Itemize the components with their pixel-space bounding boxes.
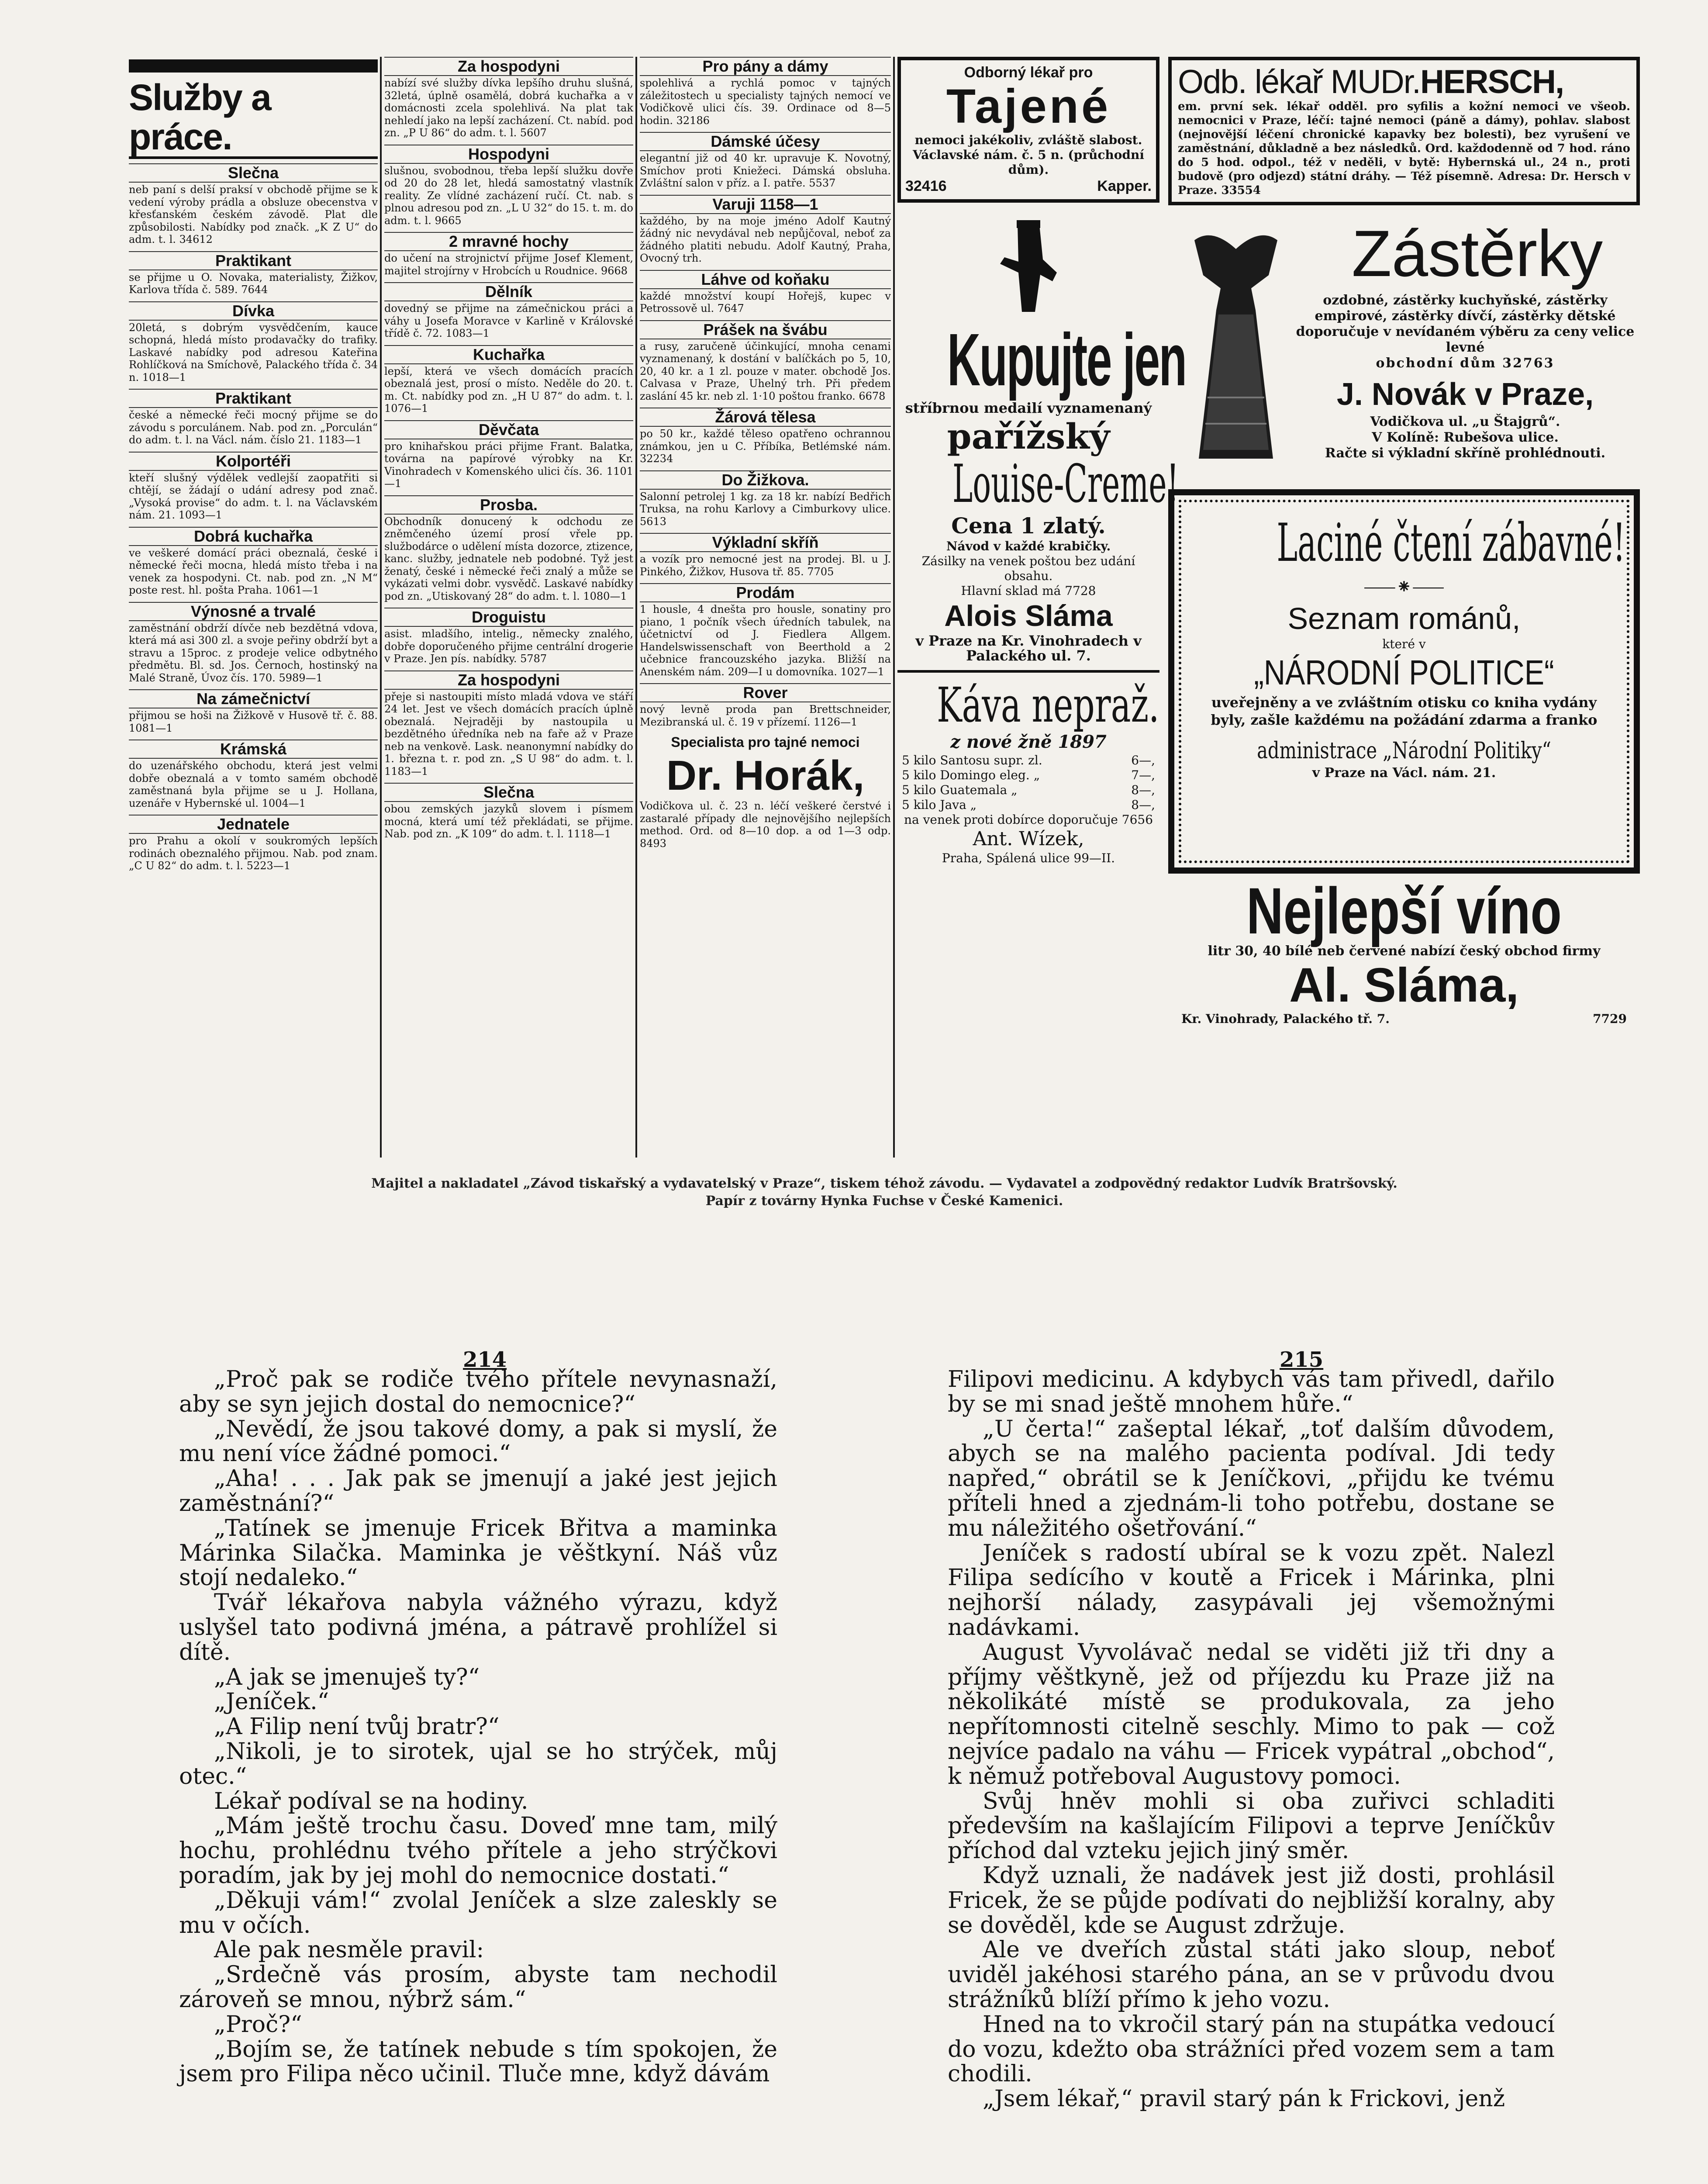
imprint xyxy=(129,1175,1640,1210)
louise-sklad: Hlavní sklad má 7728 xyxy=(961,584,1096,598)
ad-body: Salonní petrolej 1 kg. za 18 kr. nabízí Bedřich Truksa, na rohu Karlovy a Cimburkovy ulice. 5613 xyxy=(640,490,891,528)
classified-ad xyxy=(129,689,378,734)
vino-title: Nejlepší víno xyxy=(1246,874,1562,947)
glove-icon xyxy=(991,220,1066,316)
ad-body: zaměstnání obdrží dívče neb bezdětná vdova, která má asi 300 zl. a svoje peřiny obdrží byt a stravu a 15proc. z prodeje velice odbytného předmětu. Bl. sd. Jos. Černoch, hostinský na Malé Straně, Úvoz čís. 170. 5989—1 xyxy=(129,622,378,684)
louise-kupujte: Kupujte jen xyxy=(947,318,1186,401)
ad-body: přijmou se hoši na Žižkově v Husově tř. č. 88. 1081—1 xyxy=(129,709,378,734)
louise-address: v Praze na Kr. Vinohradech v Palackého ul. 7. xyxy=(915,632,1142,664)
classified-ad xyxy=(640,270,891,315)
book-paragraph: Svůj hněv mohli si oba zuřivci schladiti především na kašlajícím Filipovi a teprve Jeníčkův příchod dal vzteku jejich jiný směr. xyxy=(948,1788,1555,1864)
column-divider xyxy=(893,57,895,1158)
ad-body: každé množství koupí Hořejš, kupec v Petrossově ul. 7647 xyxy=(640,290,891,314)
ad-body: spolehlivá a rychlá pomoc v tajných záležitostech u specialisty tajných nemocí ve Vodičkově ulici čís. 39. Ordinace od 8—5 hodin. 32186 xyxy=(640,77,891,127)
column-divider xyxy=(380,57,382,1158)
ad-heading: Dobrá kuchařka xyxy=(129,527,378,546)
book-paragraph: „Děkuji vám!“ zvolal Jeníček a slze zaleskly se mu v očích. xyxy=(179,1887,777,1939)
ad-heading: 2 mravné hochy xyxy=(384,232,633,251)
classified-ad xyxy=(384,608,633,665)
classified-ad xyxy=(129,815,378,872)
ad-heading: Výkladní skříň xyxy=(640,533,891,552)
classifieds-column-2 xyxy=(384,57,633,1158)
ad-heading: Slečna xyxy=(129,163,378,183)
zasterky-firm: J. Novák v Praze, xyxy=(1336,377,1594,412)
ad-heading: Výnosné a trvalé xyxy=(129,602,378,621)
book-paragraph: Filipovi medicinu. A kdybych vás tam přivedl, dařilo by se mi snad ještě mnohem hůře.“ xyxy=(948,1366,1555,1417)
ad-heading: Jednatele xyxy=(129,815,378,834)
ad-heading: Kolportéři xyxy=(129,452,378,471)
page-number-left: 214 xyxy=(463,1348,507,1372)
lacine-seznam: Seznam románů, xyxy=(1287,601,1521,636)
zasterky-title: Zástěrky xyxy=(1352,217,1603,290)
vino-firm: Al. Sláma, xyxy=(1289,958,1519,1012)
ad-heading: Prodám xyxy=(640,583,891,602)
kava-item: 5 kilo Guatemala „ xyxy=(902,783,1018,797)
book-paragraph: Tvář lékařova nabyla vážného výrazu, když uslyšel tato podivná jména, a pátravě prohlížel si dítě. xyxy=(179,1590,777,1666)
kava-price: 8—, xyxy=(1131,798,1155,812)
page-number-right: 215 xyxy=(1280,1348,1324,1372)
ad-heading: Praktikant xyxy=(129,251,378,270)
louise-name: Louise-Creme! xyxy=(952,454,1179,515)
ad-body: nabízí své služby dívka lepšího druhu slušná, 32letá, úplně osamělá, dobrá kuchařka a v domácnosti zcela spolehlivá. Na plat tak nehledí jako na lepší zacházení. Ct. nabíd. pod zn. „P U 86“ do adm. t. l. 5607 xyxy=(384,77,633,139)
book-paragraph: „Tatínek se jmenuje Fricek Břitva a maminka Márinka Silačka. Maminka je věštkyní. Náš vůz stojí nedaleko.“ xyxy=(179,1515,777,1591)
book-paragraph: Jeníček s radostí ubíral se k vozu zpět. Nalezl Filipa sedícího v koutě a Fricek i Márinka, plni nejhorší nálady, zasypávali jej všemožnými nadávkami. xyxy=(948,1540,1555,1641)
kava-price: 8—, xyxy=(1131,783,1155,797)
tajene-body: nemoci jakékoliv, zvláště slabost. Václavské nám. č. 5 n. (průchodní dům). xyxy=(913,133,1144,177)
lacine-address: v Praze na Václ. nám. 21. xyxy=(1312,765,1496,781)
column-divider xyxy=(635,57,637,1158)
classified-ad xyxy=(384,57,633,139)
hersch-title-pre: Odb. lékař MUDr. xyxy=(1178,63,1421,100)
louise-parizsky: pařížský xyxy=(947,416,1110,457)
ad-heading: Za hospodyni xyxy=(384,57,633,76)
ad-body: lepší, která ve všech domácích pracích obeznalá jest, prosí o místo. Neděle do 20. t. m. Ct. nabídky pod zn. „H U 87“ do adm. t. l. 1076—1 xyxy=(384,365,633,415)
ad-body: a rusy, zaručeně účinkující, mnoha cenami vyznamenaný, k dostání v balíčkách po 5, 10, 20, 40 kr. a 1 zl. pouze v mater. obchodě Jos. Calvasa v Praze, Uhelný trh. Při předem zaslání 45 kr. neb zl. 1·10 poštou franko. 6678 xyxy=(640,340,891,402)
ad-body: ve veškeré domácí práci obeznalá, české i německé řeči mocna, hledá místo třeba i na venek za hospodyni. Ct. nab. pod zn. „N M“ poste rest. hl. pošta Praha. 1061—1 xyxy=(129,546,378,596)
kava-address: Praha, Spálená ulice 99—II. xyxy=(942,851,1115,865)
ad-big-name: Dr. Horák, xyxy=(666,752,865,799)
vino-num: 7729 xyxy=(1593,1012,1627,1026)
hersch-ad xyxy=(1168,57,1640,205)
kava-price-row xyxy=(902,783,1155,798)
ad-body: do uzenářského obchodu, která jest velmi dobře obeznalá a v tomto samém obchodě zaměstnaná byla přijme se u J. Hollana, uzenáře v Hybernské ul. 1004—1 xyxy=(129,760,378,809)
ad-heading: Rover xyxy=(640,683,891,702)
kava-ad xyxy=(897,670,1159,866)
section-title: Služby a práce. xyxy=(129,78,378,159)
book-paragraph: Lékař podíval se na hodiny. xyxy=(214,1788,528,1814)
book-paragraph: „Srdečně vás prosím, abyste tam nechodil zároveň se mnou, nýbrž sám.“ xyxy=(179,1962,777,2013)
classified-ad xyxy=(384,345,633,415)
ad-heading: Droguistu xyxy=(384,608,633,627)
classified-ad xyxy=(640,470,891,528)
classified-ad xyxy=(384,670,633,778)
kava-item: 5 kilo Santosu supr. zl. xyxy=(902,753,1042,767)
lacine-narodni-politika: „NÁRODNÍ POLITICE“ xyxy=(1254,653,1554,692)
kava-subtitle: z nové žně 1897 xyxy=(950,732,1107,752)
classified-ad xyxy=(384,232,633,277)
ad-body: do učení na strojnictví přijme Josef Klement, majitel strojírny v Hrobcích u Roudnice. 9668 xyxy=(384,252,633,277)
tajene-num: 32416 xyxy=(905,178,947,194)
kava-price-list xyxy=(897,753,1159,812)
book-paragraph: „U čerta!“ zašeptal lékař, „toť dalším důvodem, abych se na malého pacienta podíval. Jdi tedy napřed,“ obrátil se k Jeníčkovi, „přijdu ke tvému příteli hned a zjednám-li toho potřebu, dostane se mu náležitého ošetřování.“ xyxy=(948,1416,1555,1541)
book-paragraph: „A jak se jmenuješ ty?“ xyxy=(214,1664,480,1690)
zasterky-dum: obchodní dům 32763 xyxy=(1376,356,1555,371)
ad-body: a vozík pro nemocné jest na prodej. Bl. u J. Pinkého, Žižkov, Husova tř. 85. 7705 xyxy=(640,553,891,578)
classified-ad xyxy=(129,527,378,597)
ad-body: 1 housle, 4 dnešta pro housle, sonatiny pro piano, 1 počník všech úředních tabulek, na účetnictví od J. Fiedlera Allgem. Handelswissenschaft von Beerthold a 2 učebnice francouzského jazyka. Bližší na Anenském nám. 209—I u domovníka. 1027—1 xyxy=(640,603,891,678)
zasterky-addr1: Vodičkova ul. „u Štajgrů“. xyxy=(1370,414,1560,429)
ad-heading: Varuji 1158—1 xyxy=(640,195,891,214)
advertisement-section xyxy=(129,57,1640,1175)
kava-price: 7—, xyxy=(1131,768,1155,782)
zasterky-body xyxy=(1295,293,1636,461)
book-paragraph: Hned na to vkročil starý pán na stupátka vedoucí do vozu, kdežto oba strážníci před vozem sem a tam chodili. xyxy=(948,2011,1555,2087)
ad-body: se přijme u O. Novaka, materialisty, Žižkov, Karlova třída č. 589. 7644 xyxy=(129,271,378,296)
ad-body: každého, by na moje jméno Adolf Kautný žádný nic nevydával neb nepůjčoval, neboť za žádného platiti nebudu. Adolf Kautný, Praha, Ovocný trh. xyxy=(640,214,891,264)
ad-heading: Krámská xyxy=(129,740,378,759)
classified-ad xyxy=(640,132,891,190)
classified-ad xyxy=(129,602,378,684)
lacine-cteni-ad xyxy=(1168,489,1640,874)
ad-body: přeje si nastoupiti místo mladá vdova ve stáří 24 let. Jest ve všech domácích pracích úplně obeznalá. Nejraději by nastoupila u bezdětného úředníka neb na faře až v Praze neb na venkově. Lask. neanonymní nabídky do 1. března t. r. pod zn. „S U 98“ do adm. t. l. 1183—1 xyxy=(384,690,633,778)
tajene-name: Kapper. xyxy=(1097,178,1152,194)
book-paragraph: „Bojím se, že tatínek nebude s tím spokojen, že jsem pro Filipa něco učinil. Tluče mne, když dávám xyxy=(179,2036,777,2087)
louise-medal: stříbrnou medailí vyznamenaný xyxy=(905,400,1152,416)
kava-price: 6—, xyxy=(1131,753,1155,767)
classifieds-column-3 xyxy=(640,57,891,1158)
ad-heading: Pro pány a dámy xyxy=(640,57,891,76)
zasterky-ad xyxy=(1168,218,1640,480)
classified-ad xyxy=(640,408,891,465)
vino-footer xyxy=(1168,1012,1640,1026)
tajene-title: Tajené xyxy=(946,79,1111,133)
ad-body: dovedný se přijme na zámečnickou práci a váhy u Josefa Moravce v Karlině v Královské třídě č. 72. 1083—1 xyxy=(384,302,633,339)
classified-ad xyxy=(384,420,633,490)
classified-ad xyxy=(129,301,378,384)
book-paragraph: Když uznali, že nadávek jest již dosti, prohlásil Fricek, že se půjde podívati do nejbližší koralny, aby se dověděl, kde se August zdržuje. xyxy=(948,1862,1555,1939)
ad-body: elegantní již od 40 kr. upravuje K. Novotný, Smíchov proti Kniežeci. Dámská obsluha. Zvláštní salon v příz. a I. patře. 5537 xyxy=(640,152,891,189)
zasterky-addr3: Račte si výkladní skříně prohlédnouti. xyxy=(1325,446,1606,461)
louise-zasilky: Zásilky na venek poštou bez udání obsahu. xyxy=(921,554,1135,583)
classified-ad xyxy=(640,683,891,728)
imprint-line-1: Majitel a nakladatel „Závod tiskařský a vydavatelský v Praze“, tiskem téhož závodu. — Vydavatel a zodpovědný redaktor Ludvík Bratršovský. xyxy=(371,1176,1397,1191)
ad-body: asist. mladšího, intelig., německy znalého, dobře doporučeného přijme centrální drogerie v Praze. Jen pís. nabídky. 5787 xyxy=(384,628,633,665)
ads-column-5 xyxy=(1168,57,1640,1158)
kava-title: Káva nepraž. xyxy=(937,677,1159,733)
kava-note: na venek proti dobírce doporučuje 7656 xyxy=(904,812,1153,827)
ad-body: po 50 kr., každé těleso opatřeno ochrannou známkou, jen u C. Příbíka, Betlémské nám. 32234 xyxy=(640,428,891,465)
louise-firm: Alois Sláma xyxy=(944,599,1113,632)
ad-heading: Prosba. xyxy=(384,495,633,515)
kava-item: 5 kilo Java „ xyxy=(902,798,977,812)
vino-ad xyxy=(1168,874,1640,1026)
lacine-admin: administrace „Národní Politiky“ xyxy=(1257,738,1551,764)
lacine-body: uveřejněny a ve zvláštním otisku co kniha vydány byly, zašle každému na požádání zdarma a franko xyxy=(1211,694,1598,728)
louise-navod: Návod v každé krabičky. xyxy=(946,539,1111,553)
book-paragraph: August Vyvolávač nedal se viděti již tři dny a příjmy věštkyně, jež od příjezdu ku Praze již na několikáté místě se produkovala, za jeho nepřítomnosti citelně seschly. Mimo to pak — což nejvíce padalo na váhu — Fricek vypátral „obchod“, k němuž potřeboval Augustovy pomoci. xyxy=(948,1639,1555,1790)
ad-body: české a německé řeči mocný přijme se do závodu s porculánem. Nab. pod zn. „Porculán“ do adm. t. l. na Václ. nám. číslo 21. 1183—1 xyxy=(129,409,378,446)
hersch-title-name: HERSCH, xyxy=(1420,63,1564,100)
apron-icon xyxy=(1186,223,1286,467)
book-paragraph: „Aha! . . . Jak pak se jmenují a jaké jest jejich zaměstnání?“ xyxy=(179,1465,777,1517)
book-paragraph: Ale pak nesměle pravil: xyxy=(214,1937,484,1963)
imprint-line-2: Papír z továrny Hynka Fuchse v České Kamenici. xyxy=(705,1193,1063,1209)
classified-list xyxy=(384,57,633,840)
ad-body: 20letá, s dobrým vysvědčením, kauce schopná, hledá místo prodavačky do trafiky. Laskavé nabídky pod adresou Kateřina Rohlíčková na Smíchově, Palackého třída č. 34 n. 1018—1 xyxy=(129,321,378,384)
ad-heading: Na zámečnictví xyxy=(129,689,378,708)
book-paragraph: „Proč?“ xyxy=(214,2011,302,2038)
classified-ad-horak xyxy=(640,733,891,850)
hersch-body: em. první sek. lékař odděl. pro syfilis a kožní nemoci ve všeob. nemocnici v Praze, léčí: tajné nemoci (páně a dámy), pohlav. slabost (nejnovější léčení chronické kapavky bez bolesti), bez vyrušení ve zaměstnání, důkladně a bez následků. Ord. každodenně od 7 hod. ráno do 5 hod. odpol., též v neděli, v bytě: Hybernská ul., 24 n., proti budově (pro odjezd) státní dráhy. — Též písemně. Adresa: Dr. Hersch v Praze. 33554 xyxy=(1178,100,1630,197)
ad-body: pro Prahu a okolí v soukromých lepších rodinách obeznalého přijmou. Nab. pod znam. „C U 82“ do adm. t. l. 5223—1 xyxy=(129,835,378,872)
kava-price-row xyxy=(902,753,1155,768)
ad-body: Obchodník donucený k odchodu ze zněmčeného území prosí vřele pp. službodárce o udělení místa dozorce, ztizence, kanc. služby, jednatele neb podobné. Tyž jest ženatý, české i německé řeči znalý a může se vykázati velmi dobr. vysvědč. Laskavé nabídky pod zn. „Utiskovaný 28“ do adm. t. l. 1080—1 xyxy=(384,515,633,602)
classified-ad xyxy=(129,740,378,809)
classified-ad xyxy=(129,251,378,296)
ad-heading: Dámské účesy xyxy=(640,132,891,151)
classified-ad xyxy=(640,57,891,127)
classified-ad xyxy=(384,783,633,840)
ad-heading: Prášek na švábu xyxy=(640,320,891,339)
lacine-title: Laciné čtení zábavné! xyxy=(1277,513,1625,574)
ad-heading: Kuchařka xyxy=(384,345,633,364)
book-paragraph: Ale ve dveřích zůstal státi jako sloup, neboť uviděl jakéhosi starého pána, an se v průvodu dvou strážníků blíží přímo k jeho vozu. xyxy=(948,1937,1555,2013)
classified-list xyxy=(129,163,378,872)
classified-ad xyxy=(384,495,633,603)
ad-body: neb paní s delší praksí v obchodě přijme se k vedení výroby prádla a obsluze obecenstva v křesťanském českém závodě. Plat dle způsobilosti. Nabídky pod značk. „K Z U“ do adm. t. l. 34612 xyxy=(129,183,378,245)
ad-heading: Slečna xyxy=(384,783,633,802)
book-paragraph: „A Filip není tvůj bratr?“ xyxy=(214,1714,500,1740)
vino-address: Kr. Vinohrady, Palackého tř. 7. xyxy=(1181,1012,1390,1026)
tajene-ad xyxy=(897,57,1159,203)
classified-list xyxy=(640,57,891,728)
ad-heading: Hospodyni xyxy=(384,145,633,164)
tajene-footer xyxy=(905,177,1152,195)
ad-body: kteří slušný výdělek vedlejší zaopatřiti si chtějí, se žádají o udání adresy pod znač. „Vysoká provise“ do adm. t. l. na Václavském nám. 21. 1093—1 xyxy=(129,471,378,521)
ad-heading: Dělník xyxy=(384,282,633,301)
flourish-ornament: ⸺⁕⸺ xyxy=(1363,576,1445,598)
louise-price: Cena 1 zlatý. xyxy=(951,513,1106,539)
ad-heading: Dívka xyxy=(129,301,378,321)
book-paragraph: „Proč pak se rodiče tvého přítele nevynasnaží, aby se syn jejich dostal do nemocnice?“ xyxy=(179,1366,777,1417)
book-page-right xyxy=(948,1367,1555,2111)
book-page-left xyxy=(179,1367,777,2087)
classified-ad xyxy=(384,282,633,340)
classified-ad xyxy=(640,195,891,265)
ad-heading: Láhve od koňaku xyxy=(640,270,891,289)
ad-heading: Děvčata xyxy=(384,420,633,439)
hersch-title xyxy=(1178,65,1630,100)
tajene-top: Odborný lékař pro xyxy=(964,64,1093,81)
book-paragraph: „Nevědí, že jsou takové domy, a pak si myslí, že mu není více žádné pomoci.“ xyxy=(179,1416,777,1467)
ad-heading: Do Žižkova. xyxy=(640,470,891,490)
ad-heading: Žárová tělesa xyxy=(640,408,891,427)
ad-body: slušnou, svobodnou, třeba lepší služku dovře od 20 do 28 let, hledá samostatný vlastník reality. Ze vlídné zacházení ručí. Ct. nab. s plnou adresou pod zn. „L U 32“ do 15. t. m. do adm. t. l. 9665 xyxy=(384,164,633,227)
ad-heading: Za hospodyni xyxy=(384,670,633,690)
classified-ad xyxy=(640,583,891,678)
classifieds-column-1 xyxy=(129,57,378,1158)
classified-ad xyxy=(129,452,378,522)
ad-body: pro knihařskou práci přijme Frant. Balatka, továrna na papírové výrobky na Kr. Vinohradech v Komenského ulici čís. 36. 1101—1 xyxy=(384,440,633,490)
vino-body: litr 30, 40 bílé neb červené nabízí český obchod firmy xyxy=(1208,943,1601,959)
book-paragraph: „Nikoli, je to sirotek, ujal se ho strýček, můj otec.“ xyxy=(179,1738,777,1790)
classified-ad xyxy=(129,163,378,246)
zasterky-text: ozdobné, zástěrky kuchyňské, zástěrky empirové, zástěrky dívčí, zástěrky dětské doporučuje v nevídaném výběru za ceny velice levné xyxy=(1296,293,1635,355)
ad-body: nový levně proda pan Brettschneider, Mezibranská ul. č. 19 v přízemí. 1126—1 xyxy=(640,703,891,728)
book-paragraph: „Jeníček.“ xyxy=(214,1689,329,1715)
ad-heading: Praktikant xyxy=(129,389,378,408)
kava-firm: Ant. Wízek, xyxy=(973,828,1084,850)
classified-ad xyxy=(384,145,633,227)
column-rule xyxy=(129,59,378,73)
ad-body: Vodičkova ul. č. 23 n. léčí veškeré čerstvé i zastaralé případy dle nejnovějšího nejlepších method. Ord. od 8—10 dop. a od 1—3 odp. 8493 xyxy=(640,800,891,850)
ad-heading: Specialista pro tajné nemoci xyxy=(671,734,860,750)
book-paragraph: „Jsem lékař,“ pravil starý pán k Frickovi, jenž xyxy=(983,2086,1505,2112)
ads-column-4 xyxy=(897,57,1186,1158)
book-paragraph: „Mám ještě trochu času. Doveď mne tam, milý hochu, prohlédnu tvého přítele a jeho strýčkovi poradím, jak by jej mohl do nemocnice dostati.“ xyxy=(179,1813,777,1889)
classified-ad xyxy=(129,389,378,446)
ad-body: obou zemských jazyků slovem i písmem mocná, která umí též překládati, se přijme. Nab. pod zn. „K 109“ do adm. t. l. 1118—1 xyxy=(384,803,633,840)
classified-ad xyxy=(640,533,891,578)
kava-item: 5 kilo Domingo eleg. „ xyxy=(902,768,1040,782)
classified-ad xyxy=(640,320,891,403)
kava-price-row xyxy=(902,798,1155,812)
lacine-ktere: které v xyxy=(1382,637,1426,651)
zasterky-addr2: V Kolíně: Rubešova ulice. xyxy=(1372,430,1559,445)
kava-price-row xyxy=(902,768,1155,783)
